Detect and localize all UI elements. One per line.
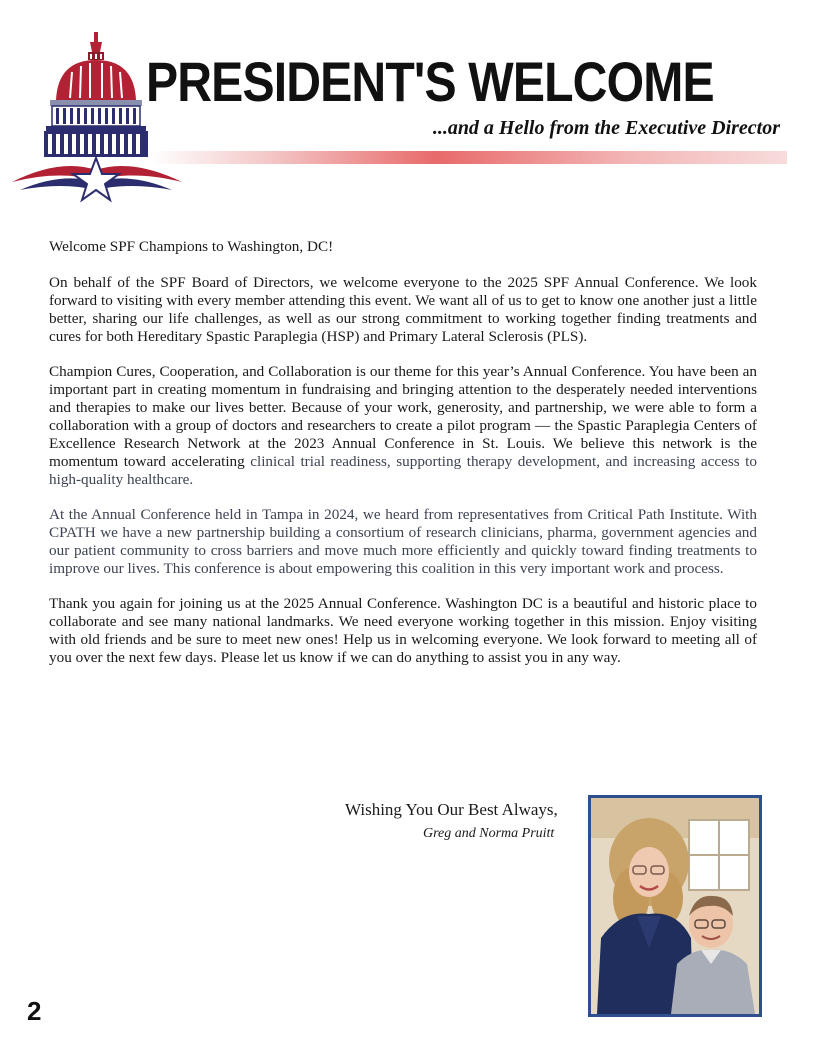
letter-closing: Wishing You Our Best Always,: [345, 800, 558, 819]
letter-paragraph-2-text: Champion Cures, Cooperation, and Collaboration is our theme for this year’s Annual Conference. You have been an important part in creating momentum in fundraising and bringing attention to the desperately needed interventions and therapies to make our lives better. Because of your work, generosity, and partnership, we were able to form a collaboration with a group of doctors and researchers to create a pilot program — the Spastic Paraplegia Centers of Excellence Research Network at the 2023 Annual Conference in St. Louis. We believe this network is the momentum toward accelerating: [49, 363, 757, 470]
page-title: PRESIDENT'S WELCOME: [146, 50, 714, 113]
letter-paragraph-3: At the Annual Conference held in Tampa in 2024, we heard from representatives from Critical Path Institute. With CPATH we have a new partnership building a consortium of research clinicians, pharma, government agencies and our patient community to cross barriers and move much more efficiently and quickly toward finding treatments to improve our lives. This conference is about empowering this coalition in this very important work and process.: [49, 506, 757, 577]
letter-signers: Greg and Norma Pruitt: [423, 826, 555, 841]
page-number: 2: [27, 996, 42, 1026]
letter-greeting: Welcome SPF Champions to Washington, DC!: [49, 238, 334, 255]
letter-paragraph-2: [49, 363, 757, 489]
signers-photo: [588, 795, 762, 1017]
header-divider: [150, 151, 787, 164]
page-subtitle: ...and a Hello from the Executive Director: [432, 117, 780, 139]
letter-paragraph-1: On behalf of the SPF Board of Directors, we welcome everyone to the 2025 SPF Annual Conference. We look forward to visiting with every member attending this event. We want all of us to get to know one another just a little better, sharing our life challenges, as well as our strong commitment to working together finding treatments and cures for both Hereditary Spastic Paraplegia (HSP) and Primary Lateral Sclerosis (PLS).: [49, 274, 757, 345]
letter-paragraph-2-end: clinical trial readiness, supporting therapy development, and increasing access to high-quality healthcare.: [49, 453, 757, 488]
letter-body: [49, 238, 757, 684]
letter-paragraph-4: Thank you again for joining us at the 2025 Annual Conference. Washington DC is a beautiful and historic place to collaborate and see many national landmarks. We need everyone working together in this mission. Enjoy visiting with old friends and be sure to meet new ones! Help us in welcoming everyone. We look forward to meeting all of you over the next few days. Please let us know if we can do anything to assist you in any way.: [49, 595, 757, 666]
